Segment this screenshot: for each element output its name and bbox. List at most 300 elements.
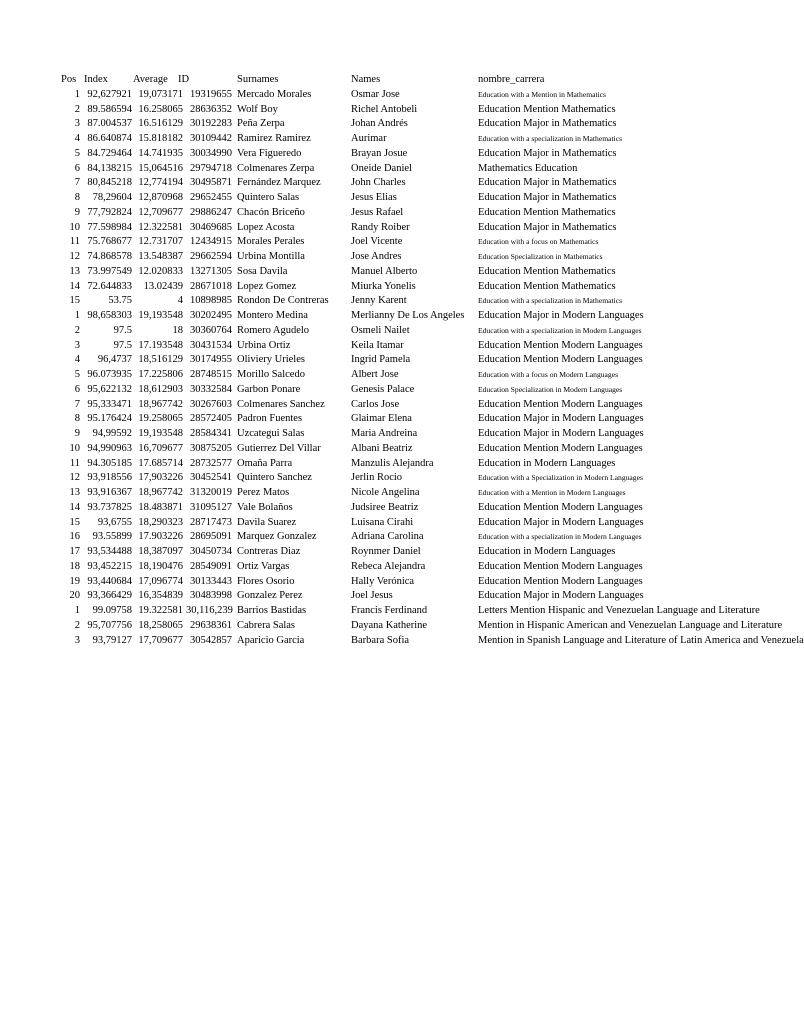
- table-row: [0, 147, 768, 162]
- cell-id: 30174955: [190, 354, 232, 366]
- cell-names: Maria Andreina: [351, 428, 418, 439]
- cell-pos: 3: [74, 118, 80, 130]
- cell-id: 30483998: [190, 590, 232, 602]
- cell-surnames: Romero Agudelo: [237, 324, 310, 336]
- cell-pos: 7: [74, 398, 80, 410]
- cell-pos: 2: [74, 103, 80, 115]
- cell-career: Education with a Mention in Mathematics: [478, 89, 607, 99]
- cell-surnames: Uzcategui Salas: [237, 428, 305, 439]
- cell-pos: 5: [74, 147, 80, 159]
- table-row: [0, 250, 768, 265]
- cell-names: Osmeli Nailet: [351, 324, 410, 336]
- cell-pos: 14: [69, 501, 80, 513]
- cell-index: 84.729464: [87, 147, 132, 159]
- cell-career: Education Major in Mathematics: [478, 147, 617, 159]
- cell-average: 13.02439: [143, 280, 183, 292]
- cell-average: 12.731707: [138, 236, 183, 248]
- cell-surnames: Ramirez Ramirez: [237, 133, 311, 144]
- cell-career: Education Mention Modern Languages: [478, 398, 643, 410]
- cell-id: 28732577: [190, 457, 232, 469]
- cell-career: Education Major in Mathematics: [478, 221, 617, 233]
- cell-surnames: Colmenares Zerpa: [237, 162, 315, 174]
- cell-index: 94.305185: [87, 457, 132, 469]
- cell-names: Osmar Jose: [351, 88, 400, 100]
- cell-career: Education Specialization in Modern Languages: [478, 384, 623, 394]
- table-row: [0, 132, 768, 147]
- cell-average: 17,709677: [138, 634, 183, 646]
- cell-names: Oneide Daniel: [351, 162, 412, 174]
- cell-average: 16.516129: [138, 118, 183, 130]
- cell-surnames: Urbina Montilla: [237, 251, 305, 262]
- cell-id: 28748515: [190, 369, 232, 380]
- cell-average: 19.322581: [138, 605, 183, 616]
- cell-surnames: Fernández Marquez: [237, 177, 321, 189]
- cell-surnames: Lopez Acosta: [237, 221, 295, 233]
- cell-index: 77.598984: [87, 221, 132, 233]
- cell-names: Johan Andrés: [351, 118, 408, 130]
- cell-surnames: Quintero Salas: [237, 192, 300, 203]
- table-row: [0, 545, 768, 560]
- cell-surnames: Garbon Ponare: [237, 383, 301, 395]
- cell-career: Mention in Hispanic American and Venezuelan Language and Literature: [478, 619, 783, 631]
- cell-surnames: Sosa Davila: [237, 265, 288, 277]
- cell-pos: 12: [69, 472, 80, 484]
- cell-average: 18,387097: [138, 546, 183, 557]
- cell-surnames: Aparicio Garcia: [237, 634, 305, 646]
- cell-names: Albert Jose: [351, 369, 399, 380]
- cell-pos: 16: [69, 531, 80, 543]
- table-row: [0, 294, 768, 309]
- header-id: ID: [178, 74, 190, 85]
- table-row: [0, 486, 768, 501]
- cell-career: Education Mention Modern Languages: [478, 575, 643, 587]
- cell-average: 15,064516: [138, 162, 183, 174]
- cell-average: 16.258065: [138, 103, 183, 115]
- cell-surnames: Padron Fuentes: [237, 413, 303, 425]
- cell-index: 93,79127: [92, 634, 132, 646]
- cell-average: 18,612903: [138, 383, 183, 395]
- table-row: [0, 530, 768, 545]
- table-row: [0, 191, 768, 206]
- cell-career: Education with a focus on Mathematics: [478, 237, 599, 247]
- table-row: [0, 324, 768, 339]
- cell-average: 12.322581: [138, 221, 183, 233]
- cell-pos: 9: [74, 428, 80, 439]
- cell-id: 28584341: [190, 428, 232, 439]
- cell-id: 29638361: [190, 619, 232, 631]
- cell-average: 18,967742: [138, 398, 183, 410]
- cell-average: 19.258065: [138, 413, 183, 425]
- cell-id: 30133443: [190, 575, 232, 587]
- cell-index: 92,627921: [87, 88, 132, 100]
- header-index: Index: [84, 74, 108, 85]
- cell-id: 28549091: [190, 560, 232, 572]
- cell-surnames: Marquez Gonzalez: [237, 531, 317, 543]
- table-row: [0, 471, 768, 486]
- cell-index: 73.997549: [87, 265, 132, 277]
- cell-surnames: Vera Figueredo: [237, 147, 302, 159]
- cell-pos: 2: [74, 324, 80, 336]
- cell-surnames: Omaña Parra: [237, 457, 293, 469]
- cell-average: 16,709677: [138, 442, 183, 454]
- cell-pos: 5: [74, 369, 80, 380]
- cell-career: Education with a specialization in Modern Languages: [478, 325, 642, 335]
- cell-index: 87.004537: [87, 118, 132, 130]
- cell-average: 17.685714: [138, 457, 183, 469]
- cell-pos: 2: [74, 619, 80, 631]
- cell-surnames: Gutierrez Del Villar: [237, 442, 321, 454]
- cell-index: 75.768677: [87, 236, 132, 248]
- cell-index: 93.737825: [87, 501, 132, 513]
- cell-career: Letters Mention Hispanic and Venezuelan Language and Literature: [478, 605, 760, 616]
- cell-pos: 6: [74, 383, 80, 395]
- table-row: [0, 501, 768, 516]
- cell-pos: 14: [69, 280, 80, 292]
- cell-pos: 10: [69, 221, 80, 233]
- table-row: [0, 235, 768, 250]
- cell-index: 77,792824: [87, 206, 132, 218]
- table-row: [0, 398, 768, 413]
- table-row: [0, 412, 768, 427]
- cell-index: 99.09758: [92, 605, 132, 616]
- cell-surnames: Barrios Bastidas: [237, 605, 307, 616]
- cell-average: 13.548387: [138, 251, 183, 262]
- cell-names: Joel Jesus: [351, 590, 393, 602]
- cell-id: 30192283: [190, 118, 232, 130]
- cell-index: 86.640874: [87, 133, 132, 144]
- cell-id: 30,116,239: [186, 605, 233, 616]
- cell-index: 97.5: [113, 339, 132, 351]
- cell-id: 28572405: [190, 413, 232, 425]
- cell-pos: 12: [69, 251, 80, 262]
- cell-career: Education with a Mention in Modern Languages: [478, 488, 626, 497]
- cell-surnames: Chacón Briceño: [237, 206, 305, 218]
- cell-names: Jose Andres: [351, 251, 402, 262]
- cell-names: Richel Antobeli: [351, 103, 418, 115]
- cell-pos: 10: [69, 442, 80, 454]
- cell-names: Luisana Cirahi: [351, 516, 414, 528]
- cell-career: Education Mention Modern Languages: [478, 339, 643, 351]
- cell-pos: 6: [74, 162, 80, 174]
- cell-names: Joel Vicente: [351, 236, 403, 248]
- table-row: [0, 309, 768, 324]
- cell-names: Keila Itamar: [351, 339, 404, 351]
- cell-names: Miurka Yonelis: [351, 280, 416, 292]
- cell-index: 93,534488: [87, 546, 132, 557]
- cell-id: 30875205: [190, 442, 232, 454]
- cell-id: 13271305: [190, 265, 232, 277]
- cell-average: 4: [177, 295, 183, 307]
- header-surnames: Surnames: [237, 74, 279, 85]
- table-row: [0, 516, 768, 531]
- cell-surnames: Montero Medina: [237, 310, 308, 321]
- cell-career: Education Major in Modern Languages: [478, 310, 644, 321]
- cell-id: 29794718: [190, 162, 232, 174]
- cell-pos: 4: [74, 354, 80, 366]
- cell-names: Carlos Jose: [351, 398, 400, 410]
- cell-surnames: Oliviery Urieles: [237, 354, 305, 366]
- cell-career: Education Mention Modern Languages: [478, 560, 643, 572]
- cell-id: 29886247: [190, 206, 232, 218]
- cell-names: Genesis Palace: [351, 383, 415, 395]
- cell-index: 95,333471: [87, 398, 132, 410]
- cell-pos: 18: [69, 560, 80, 572]
- cell-names: Jesus Rafael: [351, 206, 404, 218]
- cell-career: Education Mention Mathematics: [478, 206, 616, 218]
- cell-index: 95,707756: [87, 619, 132, 631]
- cell-id: 30267603: [190, 398, 232, 410]
- cell-career: Education Mention Mathematics: [478, 265, 616, 277]
- cell-id: 28695091: [190, 531, 232, 543]
- cell-index: 93,366429: [87, 590, 132, 602]
- cell-career: Education Major in Mathematics: [478, 118, 617, 130]
- cell-names: Ingrid Pamela: [351, 354, 411, 366]
- cell-surnames: Davila Suarez: [237, 516, 297, 528]
- cell-surnames: Cabrera Salas: [237, 619, 296, 631]
- cell-names: Rebeca Alejandra: [351, 560, 426, 572]
- table-row: [0, 176, 768, 191]
- cell-surnames: Morales Perales: [237, 236, 305, 248]
- cell-surnames: Quintero Sanchez: [237, 472, 312, 484]
- cell-id: 30542857: [190, 634, 232, 646]
- header-pos: Pos: [61, 74, 77, 85]
- cell-id: 30360764: [190, 324, 232, 336]
- cell-surnames: Lopez Gomez: [237, 280, 297, 292]
- cell-pos: 8: [74, 192, 80, 203]
- cell-names: Nicole Angelina: [351, 487, 420, 498]
- cell-average: 18,290323: [138, 516, 183, 528]
- cell-average: 18.483871: [138, 501, 183, 513]
- cell-id: 29652455: [190, 192, 232, 203]
- cell-pos: 7: [74, 177, 80, 189]
- cell-career: Mention in Spanish Language and Literature of Latin America and Venezuela: [478, 634, 804, 646]
- cell-id: 30431534: [190, 339, 232, 351]
- cell-average: 17,903226: [138, 472, 183, 484]
- cell-career: Education Mention Modern Languages: [478, 501, 643, 513]
- cell-index: 78,29604: [92, 192, 132, 203]
- cell-names: Albani Beatriz: [351, 442, 413, 454]
- spreadsheet-table: [0, 73, 804, 648]
- cell-pos: 13: [69, 487, 80, 498]
- header-names: Names: [351, 74, 381, 85]
- cell-average: 16,354839: [138, 590, 183, 602]
- cell-career: Education Mention Mathematics: [478, 280, 616, 292]
- table-row: [0, 117, 768, 132]
- table-body: [0, 88, 804, 649]
- cell-index: 94,990963: [87, 442, 132, 454]
- cell-surnames: Ortiz Vargas: [237, 560, 290, 572]
- cell-index: 93,6755: [97, 516, 132, 528]
- cell-average: 15.818182: [138, 133, 183, 144]
- cell-career: Education Mention Modern Languages: [478, 442, 643, 454]
- cell-names: Jerlin Rocio: [351, 472, 403, 484]
- table-row: [0, 619, 783, 634]
- header-row: [0, 73, 768, 88]
- cell-names: Adriana Carolina: [351, 531, 424, 543]
- cell-pos: 15: [69, 516, 80, 528]
- cell-names: Brayan Josue: [351, 147, 408, 159]
- cell-pos: 3: [74, 634, 80, 646]
- table-row: [0, 103, 768, 118]
- cell-id: 10898985: [190, 295, 232, 307]
- cell-names: Jesus Elias: [351, 192, 397, 203]
- cell-names: Glaimar Elena: [351, 413, 412, 425]
- cell-names: Merlianny De Los Angeles: [351, 310, 465, 321]
- cell-pos: 19: [69, 575, 80, 587]
- cell-id: 30452541: [190, 472, 232, 484]
- cell-career: Education Major in Mathematics: [478, 177, 617, 189]
- cell-pos: 17: [69, 546, 80, 557]
- cell-id: 29662594: [190, 251, 232, 262]
- cell-career: Mathematics Education: [478, 162, 578, 174]
- table-row: [0, 457, 768, 472]
- table-row: [0, 560, 768, 575]
- cell-average: 19,193548: [138, 310, 183, 321]
- cell-average: 18: [172, 324, 183, 336]
- cell-index: 80,845218: [87, 177, 132, 189]
- cell-career: Education Major in Modern Languages: [478, 413, 644, 425]
- header-career: nombre_carrera: [478, 74, 545, 85]
- cell-career: Education Major in Modern Languages: [478, 590, 644, 602]
- cell-career: Education with a focus on Modern Languages: [478, 370, 619, 379]
- cell-index: 96,4737: [97, 354, 132, 366]
- cell-career: Education Major in Modern Languages: [478, 428, 644, 439]
- cell-surnames: Perez Matos: [237, 487, 290, 498]
- cell-pos: 11: [69, 457, 80, 469]
- cell-id: 30034990: [190, 147, 232, 159]
- cell-surnames: Urbina Ortiz: [237, 339, 291, 351]
- cell-index: 93,440684: [87, 575, 132, 587]
- cell-id: 30495871: [190, 177, 232, 189]
- cell-career: Education Specialization in Mathematics: [478, 252, 603, 261]
- cell-average: 12.020833: [138, 265, 183, 277]
- cell-average: 12,870968: [138, 192, 183, 203]
- cell-id: 28671018: [190, 280, 232, 292]
- cell-average: 12,774194: [138, 177, 183, 189]
- table-row: [0, 368, 768, 383]
- cell-names: Francis Ferdinand: [351, 605, 428, 616]
- table-row: [0, 634, 804, 649]
- table-row: [0, 604, 768, 619]
- cell-surnames: Colmenares Sanchez: [237, 398, 325, 410]
- table-row: [0, 206, 768, 221]
- cell-average: 17.903226: [138, 531, 183, 543]
- cell-average: 18,967742: [138, 487, 183, 498]
- cell-surnames: Mercado Morales: [237, 88, 312, 100]
- cell-average: 18,516129: [138, 354, 183, 366]
- table-row: [0, 339, 768, 354]
- cell-id: 28636352: [190, 103, 232, 115]
- cell-index: 96.073935: [87, 369, 132, 380]
- cell-career: Education Major in Mathematics: [478, 192, 617, 203]
- cell-career: Education Mention Modern Languages: [478, 354, 643, 366]
- cell-index: 95,622132: [87, 383, 132, 395]
- cell-surnames: Morillo Salcedo: [237, 369, 305, 380]
- cell-index: 89.586594: [87, 103, 132, 115]
- cell-index: 94,99592: [92, 428, 132, 439]
- cell-names: Judsiree Beatriz: [351, 501, 419, 513]
- cell-names: Dayana Katherine: [351, 619, 428, 631]
- cell-pos: 4: [74, 133, 80, 144]
- cell-career: Education with a specialization in Modern Languages: [478, 532, 642, 542]
- cell-surnames: Rondon De Contreras: [237, 295, 329, 307]
- cell-surnames: Gonzalez Perez: [237, 590, 303, 602]
- cell-id: 19319655: [190, 88, 232, 100]
- cell-career: Education in Modern Languages: [478, 457, 616, 469]
- cell-average: 19,193548: [138, 428, 183, 439]
- cell-id: 30332584: [190, 383, 232, 395]
- cell-career: Education with a Specialization in Modern Languages: [478, 473, 643, 483]
- cell-pos: 15: [69, 295, 80, 307]
- cell-id: 30202495: [190, 310, 232, 321]
- cell-surnames: Vale Bolaños: [237, 501, 293, 513]
- cell-career: Education Mention Mathematics: [478, 103, 616, 115]
- cell-id: 28717473: [190, 516, 232, 528]
- cell-names: Hally Verónica: [351, 575, 415, 587]
- table-row: [0, 575, 768, 590]
- cell-pos: 13: [69, 265, 80, 277]
- header-average: Average: [133, 74, 168, 85]
- cell-names: Jenny Karent: [351, 295, 407, 307]
- cell-index: 93,918556: [87, 472, 132, 484]
- cell-id: 30450734: [190, 546, 232, 557]
- cell-career: Education with a specialization in Mathematics: [478, 296, 623, 306]
- cell-surnames: Flores Osorio: [237, 575, 295, 587]
- cell-index: 72.644833: [87, 280, 132, 292]
- table-row: [0, 280, 768, 295]
- cell-index: 97.5: [113, 324, 132, 336]
- cell-names: Manuel Alberto: [351, 265, 418, 277]
- table-row: [0, 88, 768, 103]
- cell-id: 12434915: [190, 236, 232, 248]
- table-row: [0, 442, 768, 457]
- cell-career: Education in Modern Languages: [478, 546, 616, 557]
- cell-names: Randy Roiber: [351, 221, 410, 233]
- cell-index: 98,658303: [87, 310, 132, 321]
- cell-index: 93.55899: [92, 531, 132, 543]
- cell-pos: 9: [74, 206, 80, 218]
- cell-pos: 1: [74, 88, 80, 100]
- cell-average: 18,190476: [138, 560, 183, 572]
- cell-index: 53.75: [108, 295, 132, 307]
- cell-average: 14.741935: [138, 147, 183, 159]
- table-row: [0, 383, 768, 398]
- cell-average: 18,258065: [138, 619, 183, 631]
- cell-surnames: Wolf Boy: [237, 103, 278, 115]
- table-row: [0, 427, 768, 442]
- cell-surnames: Peña Zerpa: [237, 118, 285, 130]
- cell-career: Education with a specialization in Mathematics: [478, 134, 623, 143]
- table-row: [0, 353, 768, 368]
- table-row: [0, 162, 768, 177]
- cell-names: Aurimar: [351, 133, 387, 144]
- cell-index: 84,138215: [87, 162, 132, 174]
- cell-average: 17.193548: [138, 339, 183, 351]
- cell-index: 95.176424: [87, 413, 132, 425]
- cell-names: John Charles: [351, 177, 406, 189]
- cell-names: Roynmer Daniel: [351, 546, 421, 557]
- cell-pos: 11: [69, 236, 80, 248]
- cell-average: 17,096774: [138, 575, 183, 587]
- cell-index: 93,916367: [87, 487, 132, 498]
- cell-pos: 1: [74, 310, 80, 321]
- cell-average: 19,073171: [138, 88, 183, 100]
- cell-names: Manzulis Alejandra: [351, 457, 434, 469]
- table-row: [0, 221, 768, 236]
- table-row: [0, 589, 768, 604]
- cell-index: 74.868578: [87, 251, 132, 262]
- cell-pos: 8: [74, 413, 80, 425]
